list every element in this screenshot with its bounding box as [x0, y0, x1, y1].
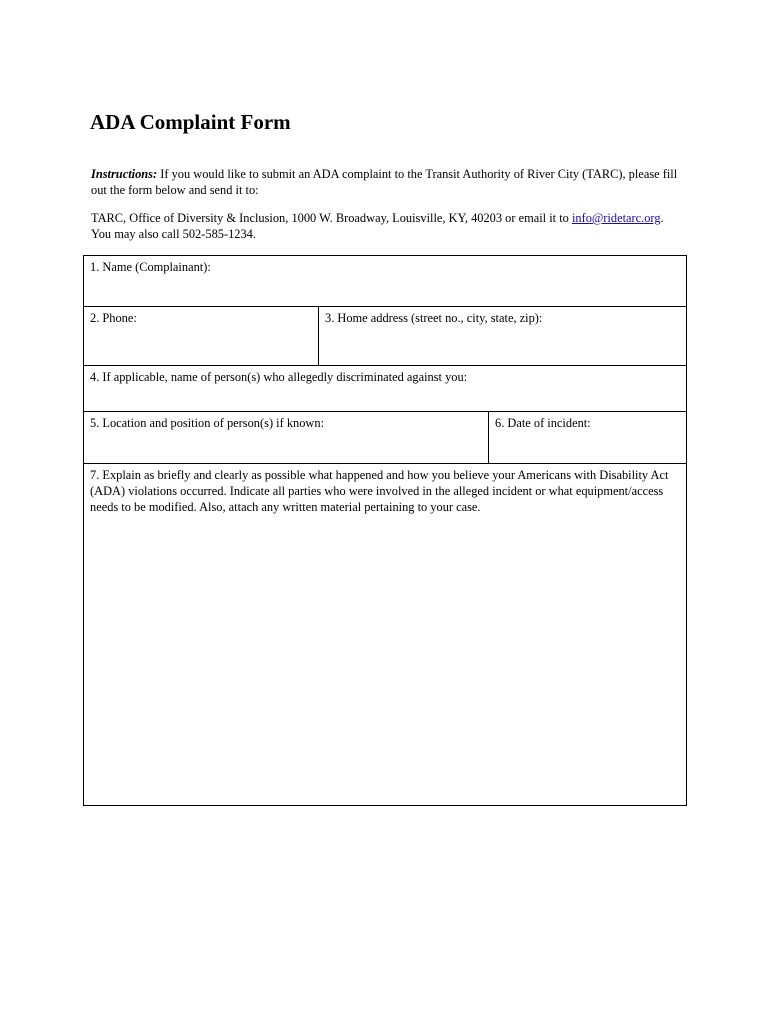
contact-phone: You may also call 502-585-1234. [91, 227, 256, 241]
explain-field-label: 7. Explain as briefly and clearly as possible what happened and how you believe your Americans with Disability Act (ADA) violations occurred. Indicate all parties who were involved in the alleged incident or what equipment/access needs to be modified. Also, attach any written material pertaining to your case. [90, 468, 669, 514]
date-field-label: 6. Date of incident: [495, 416, 591, 430]
persons-field[interactable] [84, 366, 686, 411]
instructions-paragraph [91, 166, 691, 198]
instructions-text: If you would like to submit an ADA complaint to the Transit Authority of River City (TARC), please fill out the form below and send it to: [91, 167, 678, 197]
page-title: ADA Complaint Form [90, 110, 291, 134]
contact-after-email: . [660, 211, 664, 225]
form-row-location-date [84, 412, 686, 464]
email-link[interactable]: info@ridetarc.org [571, 211, 661, 225]
instructions-label: Instructions: [91, 167, 158, 181]
contact-paragraph [91, 210, 691, 242]
address-field[interactable] [318, 307, 686, 365]
location-field-label: 5. Location and position of person(s) if known: [90, 416, 325, 430]
form-row-phone-address [84, 307, 686, 366]
phone-field[interactable] [84, 307, 318, 365]
complaint-form-table [83, 255, 687, 806]
contact-address: TARC, Office of Diversity & Inclusion, 1000 W. Broadway, Louisville, KY, 40203 or email it to [91, 211, 572, 225]
name-field[interactable] [84, 256, 686, 306]
persons-field-label: 4. If applicable, name of person(s) who allegedly discriminated against you: [90, 370, 468, 384]
form-row-name [84, 256, 686, 307]
form-row-persons [84, 366, 686, 412]
name-field-label: 1. Name (Complainant): [90, 260, 211, 274]
location-field[interactable] [84, 412, 488, 463]
address-field-label: 3. Home address (street no., city, state, zip): [325, 311, 543, 325]
phone-field-label: 2. Phone: [90, 311, 137, 325]
explain-field[interactable] [84, 464, 686, 805]
form-row-explain [84, 464, 686, 805]
date-field[interactable] [488, 412, 686, 463]
